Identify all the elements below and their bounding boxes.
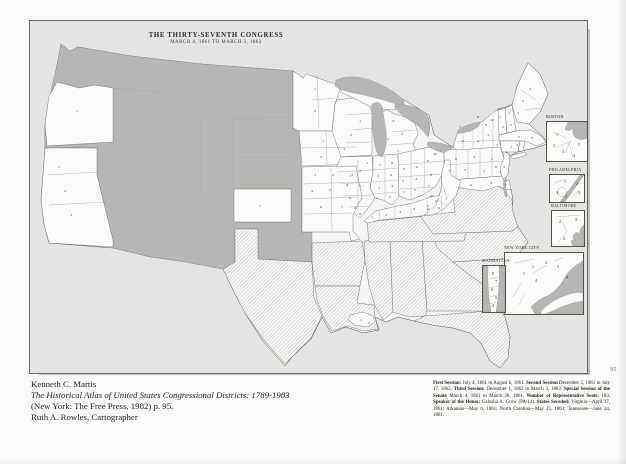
district-number: 1 [403, 190, 405, 194]
district-number: 3 [562, 150, 564, 154]
district-number: 3 [522, 99, 524, 103]
district-number: 2 [64, 189, 66, 193]
district-number: 4 [492, 304, 494, 308]
district-number: 3 [401, 132, 403, 136]
district-number: 8 [430, 173, 432, 177]
citation-author: Kenneth C. Martis [31, 379, 97, 389]
district-number: 1 [556, 133, 558, 137]
district-number: 3 [70, 213, 72, 217]
district-number: 5 [503, 165, 505, 169]
district-number: 2 [510, 123, 512, 127]
session-notes [433, 381, 610, 419]
district-number: 3 [483, 169, 485, 173]
district-number: 1 [499, 170, 501, 174]
session-segment-text: December 2, 1861 to July 17, 1862. [433, 381, 611, 393]
manhattan-inset-map [482, 265, 506, 313]
district-number: 6 [320, 205, 322, 209]
boston-harbor-water [565, 122, 587, 140]
district-number: 5 [529, 87, 531, 91]
district-number: 7 [361, 197, 363, 201]
district-number: 5 [565, 195, 567, 199]
district-number: 1 [259, 204, 261, 208]
district-number: 4 [346, 183, 348, 187]
inset-boston-label: BOSTON [546, 114, 564, 119]
district-number: 1 [564, 180, 566, 184]
session-segment-label: Third Session: [453, 387, 485, 393]
citation-publisher: (New York: The Free Press, 1982) p. 95. [31, 400, 174, 411]
district-number: 3 [314, 173, 316, 177]
district-number: 3 [343, 147, 345, 151]
philadelphia-inset-map [549, 174, 585, 203]
district-number: 3 [351, 173, 353, 177]
district-number: 3 [575, 218, 577, 222]
session-segment-text: Galusha A. Grow (PA-14). [480, 400, 537, 406]
district-number: 1 [510, 145, 512, 149]
district-number: 5 [578, 143, 580, 147]
district-number: 2 [491, 157, 493, 161]
district-number: 4 [473, 155, 475, 159]
district-number: 4 [516, 143, 518, 147]
district-number: 3 [378, 186, 380, 190]
state-wisconsin [332, 98, 372, 157]
district-number: 8 [354, 206, 356, 210]
district-number: 5 [469, 129, 471, 133]
chesapeake-water [571, 225, 584, 246]
district-number: 3 [399, 210, 401, 214]
district-number: 12 [426, 207, 430, 211]
session-segment-label: Number of Representative Seats: [526, 393, 599, 399]
inset-philadelphia-label: PHILADELPHIA [549, 167, 582, 172]
district-number: 5 [403, 167, 405, 171]
district-number: 1 [359, 119, 361, 123]
district-number: 10 [433, 152, 437, 156]
district-number: 4 [563, 237, 565, 241]
new-york-city-inset-map [504, 252, 584, 315]
district-number: 6 [455, 157, 457, 161]
baltimore-inset-map [551, 210, 585, 247]
district-number: 2 [320, 155, 322, 159]
district-number: 3 [557, 265, 559, 269]
district-number: 7 [379, 163, 381, 167]
district-number: 5 [495, 296, 497, 300]
district-number: 1 [397, 149, 399, 153]
page-number: 95 [610, 366, 617, 373]
state-arkansas [312, 241, 365, 286]
district-number: 1 [504, 183, 506, 187]
district-number: 4 [535, 279, 537, 283]
district-number: 2 [385, 213, 387, 217]
district-number: 6 [462, 139, 464, 143]
district-number: 1 [349, 174, 351, 178]
district-number: 8 [391, 161, 393, 165]
district-number: 1 [499, 115, 501, 119]
district-number: 11 [437, 206, 441, 210]
session-segment-label: States Seceded: [536, 400, 570, 406]
session-segment-text: March 4, 1861 to March 28, 1861. [446, 393, 527, 399]
district-number: 2 [576, 182, 578, 186]
hudson-river-water [483, 266, 491, 312]
district-number: 1 [76, 109, 78, 113]
state-alabama [390, 238, 427, 317]
inset-baltimore-label: BALTIMORE [551, 203, 577, 208]
district-number: 4 [573, 154, 575, 158]
nyc-district-numbers [523, 261, 568, 283]
district-number: 2 [414, 188, 416, 192]
session-segment-text: 183. [598, 393, 610, 399]
inset-new-york-city [504, 244, 584, 315]
district-number: 1 [517, 111, 519, 115]
district-number: 4 [392, 119, 394, 123]
district-number: 9 [427, 159, 429, 163]
district-number: 1 [532, 265, 534, 269]
district-number: 7 [341, 205, 343, 209]
district-number: 7 [459, 125, 461, 129]
district-number: 2 [553, 144, 555, 148]
inset-boston [546, 113, 588, 162]
district-number: 6 [491, 288, 493, 292]
district-number: 6 [390, 173, 392, 177]
district-number: 10 [429, 194, 433, 198]
session-segment-text: July 4, 1861 to August 6, 1861. [461, 381, 527, 386]
district-number: 1 [508, 111, 510, 115]
district-number: 7 [448, 169, 450, 173]
district-number: 2 [389, 195, 391, 199]
district-number: 7 [495, 280, 497, 284]
district-number: 3 [578, 191, 580, 195]
map-subtitle: MARCH 4, 1861 TO MARCH 3, 1863 [170, 40, 262, 45]
district-number: 2 [314, 109, 316, 113]
district-number: 1 [322, 139, 324, 143]
east-river-water [496, 266, 505, 312]
district-number: 2 [496, 143, 498, 147]
district-number: 8 [531, 136, 533, 140]
district-number: 6 [416, 165, 418, 169]
district-number: 6 [349, 196, 351, 200]
district-number: 5 [359, 184, 361, 188]
district-number: 9 [359, 212, 361, 216]
district-number: 10 [490, 118, 494, 122]
map-title-block [96, 32, 336, 46]
district-number: 2 [368, 321, 370, 325]
district-number: 5 [523, 272, 525, 276]
district-number: 8 [485, 123, 487, 127]
district-number: 3 [402, 179, 404, 183]
district-number: 2 [332, 173, 334, 177]
district-number: 9 [477, 115, 479, 119]
session-segment-text: Virginia—April 17, 1861; Arkansas—May 6, 1861; North Carolina—May 21, 1861; Tennessee—June 24, 1861. [433, 400, 610, 419]
district-number: 2 [545, 261, 547, 265]
session-segment-label: First Session: [433, 381, 462, 386]
district-number: 4 [477, 139, 479, 143]
district-number: 8 [492, 272, 494, 276]
district-number: 1 [505, 150, 507, 154]
district-number: 1 [360, 318, 362, 322]
district-number: 3 [487, 133, 489, 137]
district-number: 2 [359, 169, 361, 173]
district-number: 2 [518, 135, 520, 139]
district-number: 1 [58, 165, 60, 169]
district-number: 4 [311, 189, 313, 193]
district-number: 8 [495, 165, 497, 169]
map-frame [29, 20, 588, 374]
inset-manhattan-label: MANHATTAN [482, 258, 510, 263]
district-number: 6 [435, 199, 437, 203]
state-kansas [234, 189, 291, 222]
district-number: 2 [350, 133, 352, 137]
citation-cartographer: Ruth A. Rowles, Cartographer [31, 411, 138, 422]
map-title: THE THIRTY-SEVENTH CONGRESS [148, 32, 284, 39]
state-oregon [45, 82, 113, 146]
district-number: 4 [415, 177, 417, 181]
district-number: 1 [371, 215, 373, 219]
session-segment-text: December 1, 1862 to March 3, 1863. [484, 387, 564, 393]
us-congressional-districts-map [30, 21, 587, 373]
session-segment-label: Speaker of the House: [433, 400, 481, 406]
district-number: 6 [470, 183, 472, 187]
inset-philadelphia [549, 166, 585, 203]
session-segment-label: Special Session of the Senate [433, 387, 610, 399]
district-number: 7 [428, 184, 430, 188]
district-number: 5 [329, 188, 331, 192]
district-number: 5 [427, 204, 429, 208]
district-number: 4 [391, 184, 393, 188]
district-number: 1 [366, 161, 368, 165]
district-number: 4 [490, 181, 492, 185]
district-number: 2 [502, 125, 504, 129]
inset-baltimore [551, 202, 585, 247]
citation-work-title: The Historical Atlas of United States Congressional Districts: 1789-1983 [31, 389, 290, 400]
inset-manhattan [482, 257, 510, 313]
district-number: 1 [314, 87, 316, 91]
district-number: 5 [464, 168, 466, 172]
district-number: 2 [387, 137, 389, 141]
district-number: 7 [445, 197, 447, 201]
citation-block [31, 379, 290, 423]
district-number: 2 [559, 220, 561, 224]
inset-new-york-city-label: NEW YORK CITY [504, 245, 540, 250]
boston-inset-map [546, 121, 588, 162]
district-number: 1 [376, 196, 378, 200]
district-number: 4 [556, 191, 558, 195]
district-number: 5 [377, 174, 379, 178]
session-segment-label: Second Session [526, 381, 558, 386]
district-number: 8 [566, 276, 568, 280]
district-number: 4 [413, 207, 415, 211]
